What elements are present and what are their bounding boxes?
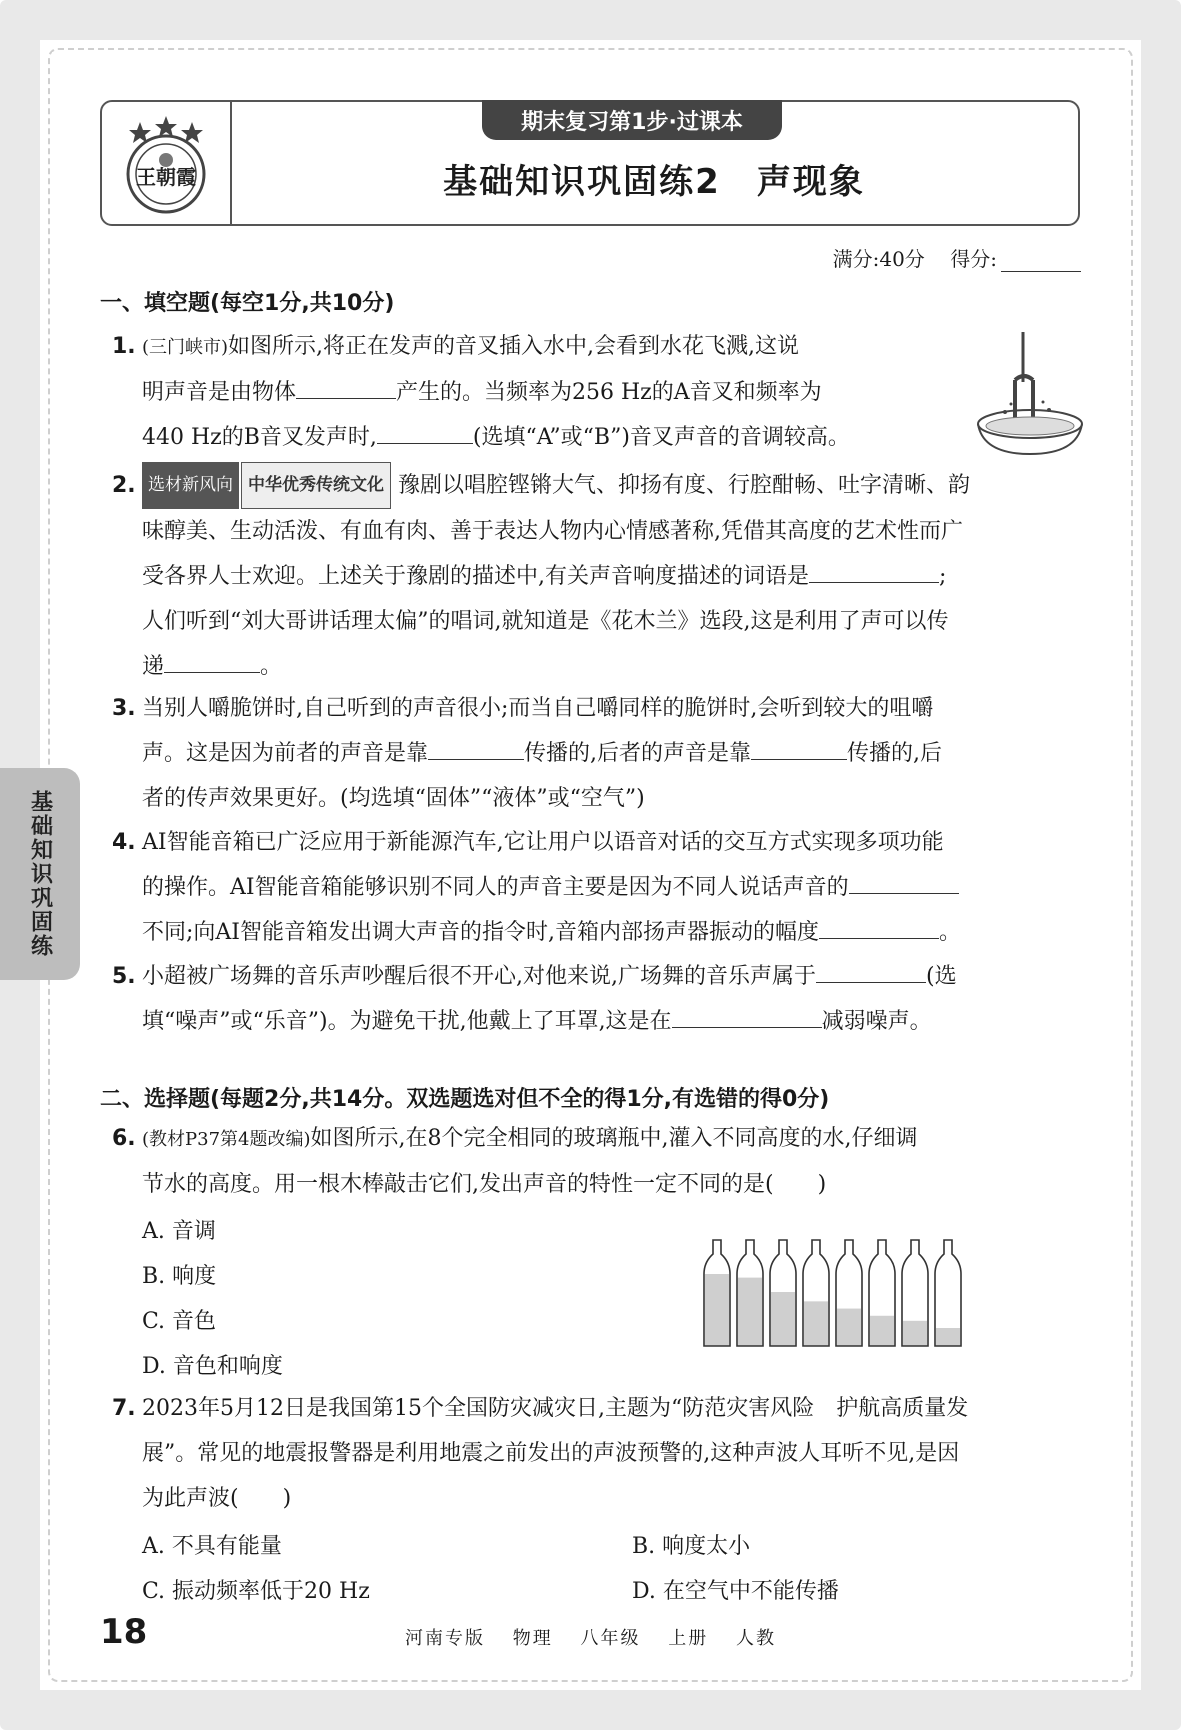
footer-grade: 八年级 (580, 1628, 641, 1649)
bottle-1 (704, 1240, 730, 1346)
q3-line2a: 声。这是因为前者的声音是靠 (142, 741, 429, 766)
glass-bottles-figure (700, 1238, 970, 1350)
q6-line2: 节水的高度。用一根木棒敲击它们,发出声音的特性一定不同的是( ) (142, 1172, 827, 1197)
q5-line1a: 小超被广场舞的音乐声吵醒后很不开心,对他来说,广场舞的音乐声属于 (142, 964, 816, 989)
page-number: 18 (100, 1612, 148, 1652)
footer-volume: 上册 (668, 1628, 709, 1649)
q1-blank-2[interactable] (377, 417, 473, 444)
q1-line2a: 明声音是由物体 (142, 380, 297, 405)
q7-number: 7. (112, 1396, 136, 1421)
q3-blank-2[interactable] (751, 733, 847, 760)
q6-option-c[interactable]: C. 音色 (142, 1309, 217, 1334)
q3-line1: 当别人嚼脆饼时,自己听到的声音很小;而当自己嚼同样的脆饼时,会听到较大的咀嚼 (142, 696, 934, 721)
bottle-3 (770, 1240, 796, 1346)
bottle-4 (803, 1240, 829, 1346)
q2-line2: 味醇美、生动活泼、有血有肉、善于表达人物内心情感著称,凭借其高度的艺术性而广 (142, 519, 963, 544)
footer-subject: 物理 (512, 1628, 553, 1649)
q6-option-a[interactable]: A. 音调 (142, 1219, 216, 1244)
q3-line2b: 传播的,后者的声音是靠 (524, 741, 752, 766)
q2-tag-new-trend: 选材新风向 (142, 462, 239, 509)
q4-blank-1[interactable] (849, 867, 959, 894)
q1-line2b: 产生的。当频率为256 Hz的A音叉和频率为 (396, 380, 822, 405)
bottle-5 (836, 1240, 862, 1346)
q2-blank-1[interactable] (809, 556, 939, 583)
q2-line3b: ; (939, 564, 947, 589)
q6-number: 6. (112, 1126, 136, 1151)
bottle-6 (869, 1240, 895, 1346)
q4-blank-2[interactable] (819, 912, 939, 939)
score-line (833, 243, 1081, 272)
question-1 (112, 324, 972, 460)
question-5 (112, 954, 1082, 1044)
q6-option-d[interactable]: D. 音色和响度 (142, 1354, 283, 1379)
page-title: 基础知识巩固练2 声现象 (443, 162, 865, 202)
q3-blank-1[interactable] (428, 733, 524, 760)
q7-option-a[interactable]: A. 不具有能量 (142, 1534, 282, 1559)
q2-blank-2[interactable] (164, 646, 260, 673)
q6-source: (教材P37第4题改编) (142, 1129, 311, 1150)
publisher-logo (118, 112, 214, 216)
q4-line2: 的操作。AI智能音箱能够识别不同人的声音主要是因为不同人说话声音的 (142, 875, 849, 900)
question-7 (112, 1386, 1082, 1521)
q7-line3: 为此声波( ) (142, 1486, 292, 1511)
tuning-fork-water-figure (975, 332, 1085, 458)
q2-line3a: 受各界人士欢迎。上述关于豫剧的描述中,有关声音响度描述的词语是 (142, 564, 809, 589)
question-6 (112, 1116, 1082, 1207)
q3-line2c: 传播的,后 (847, 741, 943, 766)
question-4 (112, 820, 1082, 955)
q5-line1b: (选 (926, 964, 957, 989)
logo-box (102, 102, 232, 224)
footer-edition: 河南专版 (405, 1628, 486, 1649)
q6-option-b[interactable]: B. 响度 (142, 1264, 217, 1289)
q4-number: 4. (112, 830, 136, 855)
q7-option-d[interactable]: D. 在空气中不能传播 (632, 1579, 839, 1604)
logo-text: 王朝霞 (136, 165, 196, 189)
q5-line2a: 填“噪声”或“乐音”)。为避免干扰,他戴上了耳罩,这是在 (142, 1009, 672, 1034)
q7-line2: 展”。常见的地震报警器是利用地震之前发出的声波预警的,这种声波人耳听不见,是因 (142, 1441, 960, 1466)
q3-number: 3. (112, 696, 136, 721)
q1-blank-1[interactable] (296, 372, 396, 399)
q2-line1: 豫剧以唱腔铿锵大气、抑扬有度、行腔酣畅、吐字清晰、韵 (398, 473, 971, 498)
q1-line3b: (选填“A”或“B”)音叉声音的音调较高。 (472, 425, 850, 450)
q1-line1: 如图所示,将正在发声的音叉插入水中,会看到水花飞溅,这说 (228, 334, 800, 359)
q4-line1: AI智能音箱已广泛应用于新能源汽车,它让用户以语音对话的交互方式实现多项功能 (142, 830, 944, 855)
footer (0, 1624, 1181, 1650)
section-1-title: 一、填空题(每空1分,共10分) (100, 291, 395, 316)
bottle-8 (935, 1240, 961, 1346)
bottle-2 (737, 1240, 763, 1346)
q1-number: 1. (112, 334, 136, 359)
q5-line2b: 减弱噪声。 (821, 1009, 932, 1034)
q7-option-c[interactable]: C. 振动频率低于20 Hz (142, 1579, 370, 1604)
section-2-title: 二、选择题(每题2分,共14分。双选题选对但不全的得1分,有选错的得0分) (100, 1087, 830, 1112)
bottle-7 (902, 1240, 928, 1346)
q7-line1: 2023年5月12日是我国第15个全国防灾减灾日,主题为“防范灾害风险 护航高质量发 (142, 1396, 969, 1421)
q4-line3a: 不同;向AI智能音箱发出调大声音的指令时,音箱内部扬声器振动的幅度 (142, 920, 819, 945)
q2-line5b: 。 (260, 654, 283, 679)
q7-option-b[interactable]: B. 响度太小 (632, 1534, 751, 1559)
score-blank[interactable] (1001, 251, 1081, 272)
q1-line3a: 440 Hz的B音叉发声时, (142, 425, 377, 450)
q2-line4: 人们听到“刘大哥讲话理太偏”的唱词,就知道是《花木兰》选段,这是利用了声可以传 (142, 609, 949, 634)
q5-blank-2[interactable] (672, 1001, 822, 1028)
q2-number: 2. (112, 473, 136, 498)
question-3 (112, 686, 1082, 821)
q5-number: 5. (112, 964, 136, 989)
side-tab: 基础知识巩固练 (0, 768, 80, 980)
q2-line5a: 递 (142, 654, 165, 679)
q5-blank-1[interactable] (816, 956, 926, 983)
q2-tag-culture: 中华优秀传统文化 (241, 462, 391, 509)
full-score: 满分:40分 (832, 247, 925, 271)
q4-line3b: 。 (939, 920, 962, 945)
step-tab: 期末复习第1步·过课本 (482, 100, 782, 140)
q3-line3: 者的传声效果更好。(均选填“固体”“液体”或“空气”) (142, 786, 645, 811)
score-label: 得分: (950, 247, 997, 271)
question-2 (112, 462, 1082, 689)
header-box (100, 100, 1080, 226)
q1-source: (三门峡市) (142, 337, 229, 358)
footer-publisher: 人教 (735, 1628, 776, 1649)
q6-line1: 如图所示,在8个完全相同的玻璃瓶中,灌入不同高度的水,仔细调 (310, 1126, 918, 1151)
